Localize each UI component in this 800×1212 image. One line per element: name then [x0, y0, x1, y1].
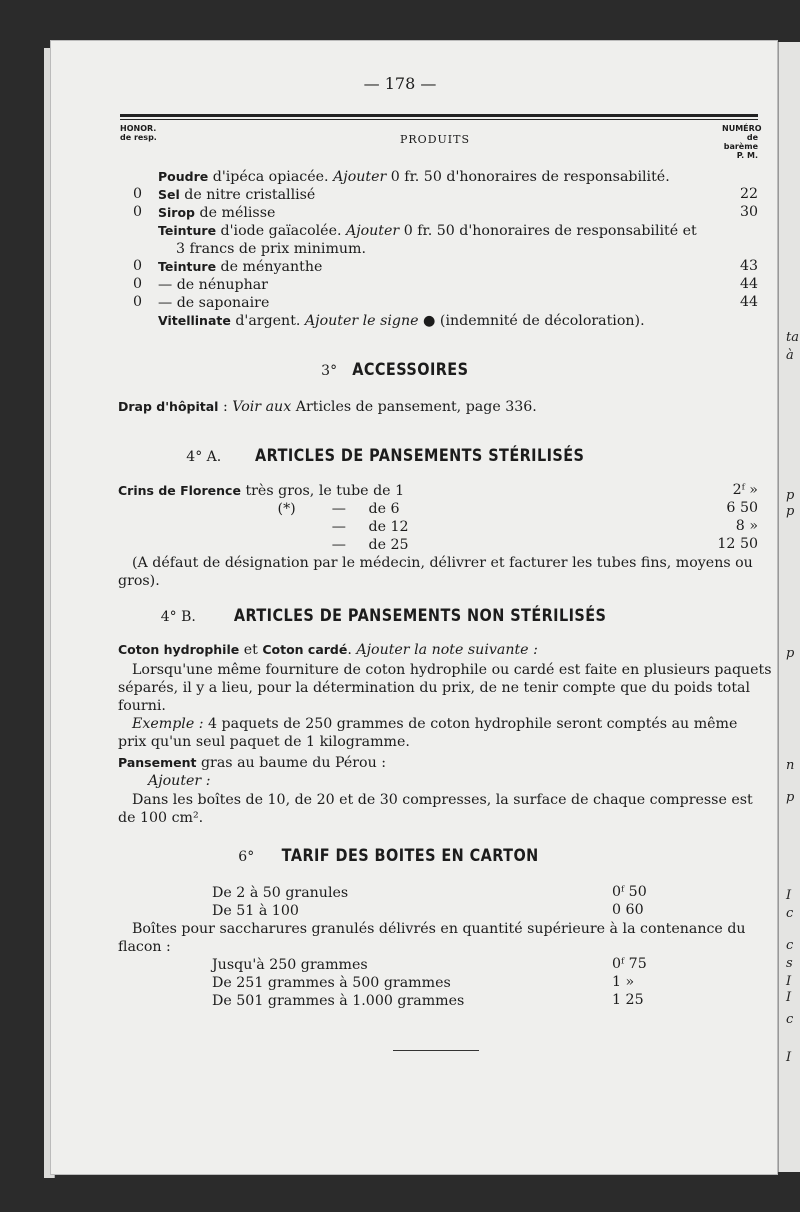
crins-row: [118, 536, 758, 554]
page-number: — 178 —: [363, 74, 437, 93]
facing-page-fragment: I: [786, 1050, 792, 1065]
coton-example-1: Exemple : 4 paquets de 250 grammes de coton hydrophile seront comptés au même: [132, 716, 738, 732]
product-note-italic: Ajouter le signe: [304, 313, 419, 329]
honor-value: 0: [133, 294, 143, 310]
boites-row: [212, 902, 612, 920]
facing-page-fragment: p: [786, 488, 795, 503]
crins-qty: 6: [390, 501, 400, 517]
drap-line: Drap d'hôpital : Voir aux Articles de pansement, page 336.: [118, 399, 537, 415]
product-line: [158, 276, 738, 294]
section-3-heading: 3° ACCESSOIRES: [321, 360, 469, 380]
boites-label: De 51 à 100: [212, 903, 299, 919]
product-line: [158, 222, 738, 240]
crins-qty: 1: [395, 483, 405, 499]
bareme-number: 44: [739, 276, 758, 292]
facing-page-fragment: I: [786, 974, 792, 989]
crins-name: Crins de Florence: [118, 483, 241, 498]
boites-price: 1 »: [612, 974, 635, 990]
header-rule-thick: [120, 114, 758, 117]
facing-page-fragment: ta: [786, 330, 799, 345]
crins-row: [118, 518, 758, 536]
coton-example-2: prix qu'un seul paquet de 1 kilogramme.: [118, 734, 410, 750]
pansement-text-2: de 100 cm².: [118, 810, 204, 826]
crins-row: [118, 500, 758, 518]
product-desc: de ményanthe: [216, 259, 323, 275]
product-line: [158, 312, 738, 330]
crins-lead: très gros, le tube de: [240, 483, 391, 499]
crins-qty: 25: [390, 537, 409, 553]
honor-value: 0: [133, 276, 143, 292]
facing-page-fragment: à: [786, 348, 794, 363]
bareme-number: 30: [739, 204, 758, 220]
facing-page-fragment: n: [786, 758, 795, 773]
product-line: [158, 294, 738, 312]
product-line: [158, 204, 738, 222]
boites-mid-2: flacon :: [118, 939, 171, 955]
bareme-number: 22: [739, 186, 758, 202]
product-line: [176, 240, 756, 258]
honor-value: 0: [133, 186, 143, 202]
section-4b-heading: 4° B. ARTICLES DE PANSEMENTS NON STÉRILISÉS: [160, 606, 607, 626]
product-name: Poudre: [158, 169, 209, 184]
header-honor: HONOR. de resp.: [120, 124, 157, 142]
boites-price: 0ᶠ 75: [612, 956, 647, 972]
product-note-italic: Ajouter: [333, 169, 387, 185]
facing-page-fragment: c: [786, 906, 794, 921]
closing-rule: [393, 1050, 479, 1051]
product-desc: de mélisse: [195, 205, 276, 221]
crins-row: [118, 482, 758, 500]
crins-price: 8 »: [735, 518, 758, 534]
boites-mid-1: Boîtes pour saccharures granulés délivrés en quantité supérieure à la contenance du: [132, 921, 746, 937]
header-produits: PRODUITS: [400, 133, 471, 146]
product-name: Teinture: [158, 223, 217, 238]
boites-label: De 251 grammes à 500 grammes: [212, 975, 451, 991]
product-line: [158, 186, 738, 204]
product-note: 0 fr. 50 d'honoraires de responsabilité et: [399, 223, 697, 239]
product-desc: 3 francs de prix minimum.: [176, 241, 367, 257]
boites-price: 1 25: [612, 992, 644, 1008]
product-line: [158, 168, 738, 186]
boites-row: [212, 974, 612, 992]
boites-row: [212, 884, 612, 902]
bareme-number: 43: [739, 258, 758, 274]
crins-qty: 12: [390, 519, 409, 535]
boites-row: [212, 992, 612, 1010]
facing-page-fragment: s: [786, 956, 793, 971]
product-name: Vitellinate: [158, 313, 231, 328]
honor-value: 0: [133, 258, 143, 274]
facing-page-fragment: p: [786, 504, 795, 519]
product-desc: d'iode gaïacolée.: [216, 223, 346, 239]
product-note: 0 fr. 50 d'honoraires de responsabilité.: [386, 169, 670, 185]
product-note: ● (indemnité de décoloration).: [418, 313, 645, 329]
honor-value: 0: [133, 204, 143, 220]
header-numero: NUMÉRO de barème P. M.: [722, 124, 762, 160]
coton-line: Coton hydrophile et Coton cardé. Ajouter la note suivante :: [118, 642, 538, 658]
product-desc: — de nénuphar: [158, 277, 268, 293]
product-note-italic: Ajouter: [345, 223, 400, 239]
product-desc: — de saponaire: [158, 295, 270, 311]
crins-lead: (*) — de: [277, 501, 386, 517]
crins-price: 6 50: [726, 500, 758, 516]
crins-note-2: gros).: [118, 573, 160, 589]
bareme-number: 44: [739, 294, 758, 310]
coton-p1-2: séparés, il y a lieu, pour la détermination du prix, de ne tenir compte que du poids total: [118, 680, 751, 696]
pansement-line: Pansement gras au baume du Pérou :: [118, 755, 387, 771]
product-desc: d'argent.: [230, 313, 305, 329]
facing-page-fragment: c: [786, 1012, 794, 1027]
coton-p1-1: Lorsqu'une même fourniture de coton hydrophile ou cardé est faite en plusieurs paquets: [132, 662, 772, 678]
header-rule-thin: [120, 119, 758, 120]
facing-page-fragment: p: [786, 646, 795, 661]
product-name: Sirop: [158, 205, 195, 220]
product-name: Teinture: [158, 259, 217, 274]
crins-price: 2ᶠ »: [732, 482, 758, 498]
crins-price: 12 50: [717, 536, 758, 552]
facing-page-fragment: I: [786, 888, 792, 903]
section-6-heading: 6° TARIF DES BOITES EN CARTON: [238, 846, 540, 866]
facing-page-fragment: c: [786, 938, 794, 953]
product-desc: de nitre cristallisé: [179, 187, 316, 203]
crins-lead: — de: [331, 519, 386, 535]
facing-page-fragment: p: [786, 790, 795, 805]
crins-note-1: (A défaut de désignation par le médecin, délivrer et facturer les tubes fins, moyens ou: [132, 555, 753, 571]
boites-row: [212, 956, 612, 974]
coton-p1-3: fourni.: [118, 698, 166, 714]
product-desc: d'ipéca opiacée.: [208, 169, 334, 185]
product-name: Sel: [158, 187, 180, 202]
facing-page-fragment: I: [786, 990, 792, 1005]
crins-lead: — de: [331, 537, 386, 553]
pansement-ajouter: Ajouter :: [148, 773, 211, 789]
boites-price: 0ᶠ 50: [612, 884, 647, 900]
boites-price: 0 60: [612, 902, 644, 918]
pansement-text-1: Dans les boîtes de 10, de 20 et de 30 compresses, la surface de chaque compresse est: [132, 792, 753, 808]
boites-label: De 2 à 50 granules: [212, 885, 349, 901]
section-4a-heading: 4° A. ARTICLES DE PANSEMENTS STÉRILISÉS: [186, 446, 585, 466]
boites-label: De 501 grammes à 1.000 grammes: [212, 993, 465, 1009]
boites-label: Jusqu'à 250 grammes: [212, 957, 368, 973]
product-line: [158, 258, 738, 276]
